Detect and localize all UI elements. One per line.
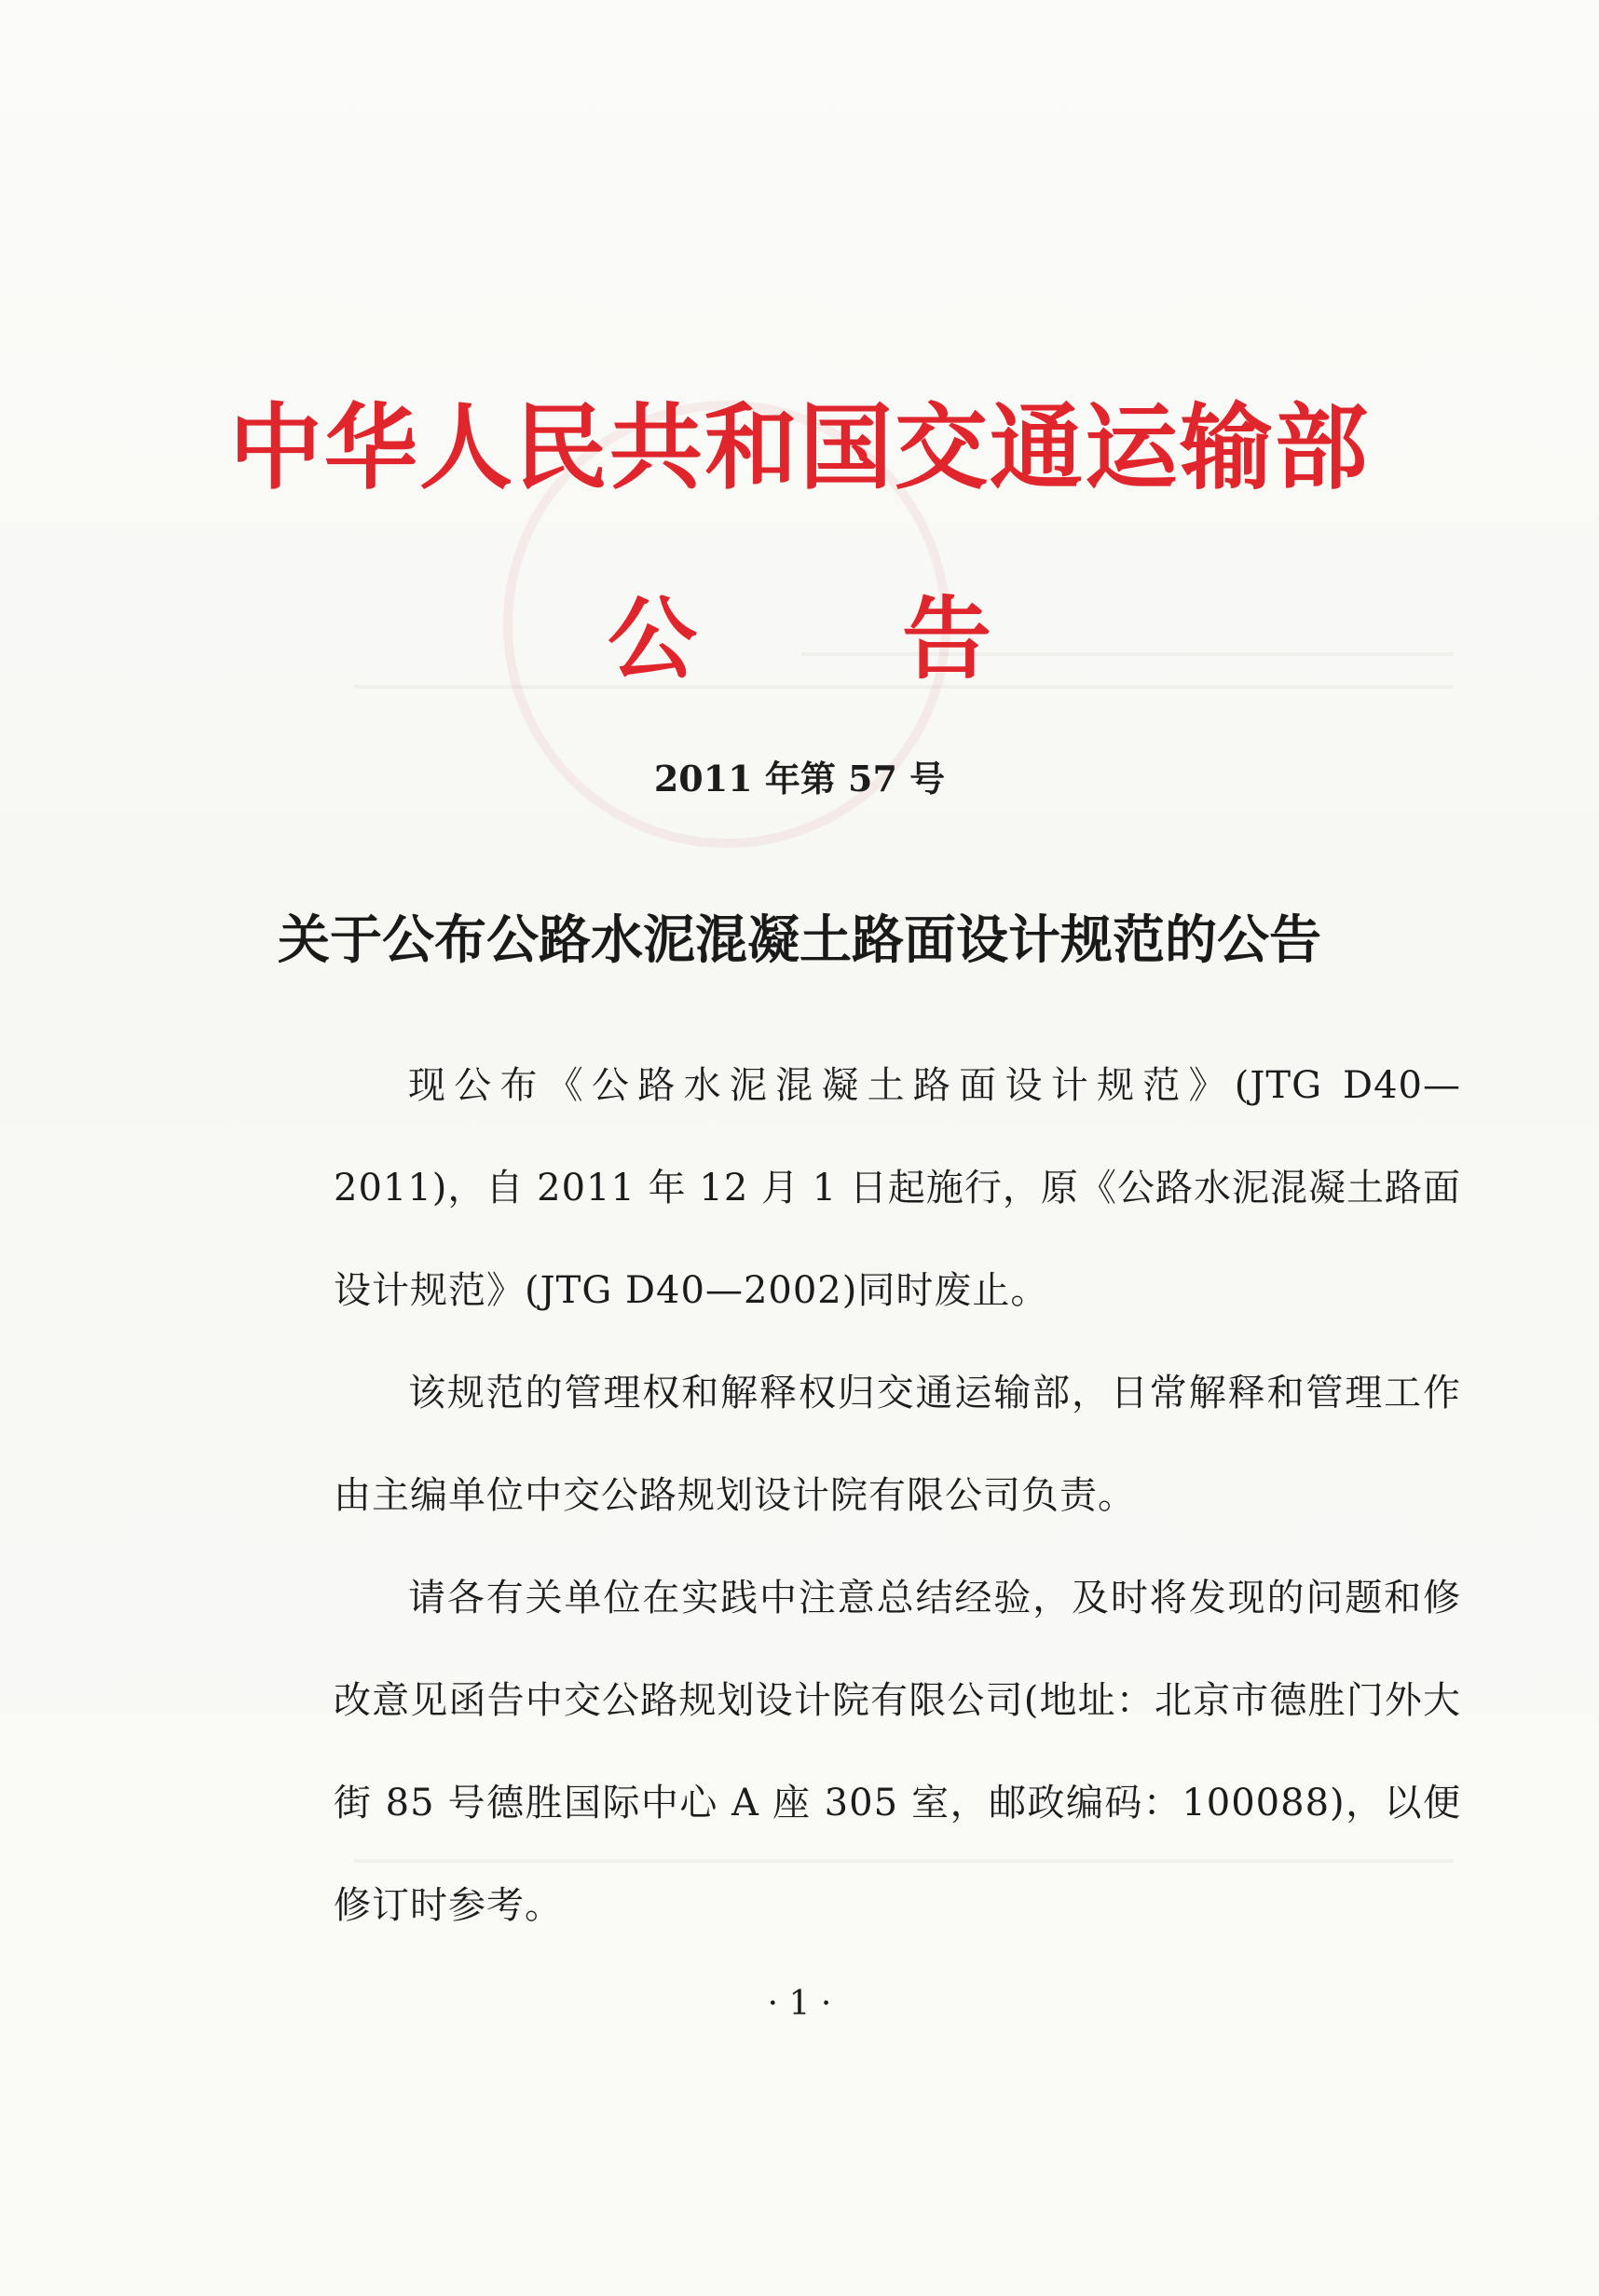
notice-body — [334, 1034, 1461, 1957]
page-number: · 1 · — [767, 1985, 832, 2023]
issuing-organization: 中华人民共和国交通运输部 — [229, 393, 1370, 502]
notice-title: 关于公布公路水泥混凝土路面设计规范的公告 — [278, 909, 1321, 971]
body-paragraph: 该规范的管理权和解释权归交通运输部，日常解释和管理工作由主编单位中交公路规划设计院有限公司负责。 — [334, 1372, 1461, 1517]
document-kind-char: 公 — [608, 587, 697, 691]
document-kind — [0, 568, 1599, 696]
document-kind-char: 告 — [902, 587, 991, 691]
body-paragraph: 请各有关单位在实践中注意总结经验，及时将发现的问题和修改意见函告中交公路规划设计院有限公司(地址：北京市德胜门外大街 85 号德胜国际中心 A 座 305 室，邮政编码：100088)，以便修订时参考。 — [334, 1577, 1461, 1927]
document-number: 2011 年第 57 号 — [653, 758, 946, 800]
body-paragraph: 现公布《公路水泥混凝土路面设计规范》(JTG D40—2011)，自 2011 年 12 月 1 日起施行，原《公路水泥混凝土路面设计规范》(JTG D40—2002)同时废止。 — [334, 1064, 1461, 1312]
